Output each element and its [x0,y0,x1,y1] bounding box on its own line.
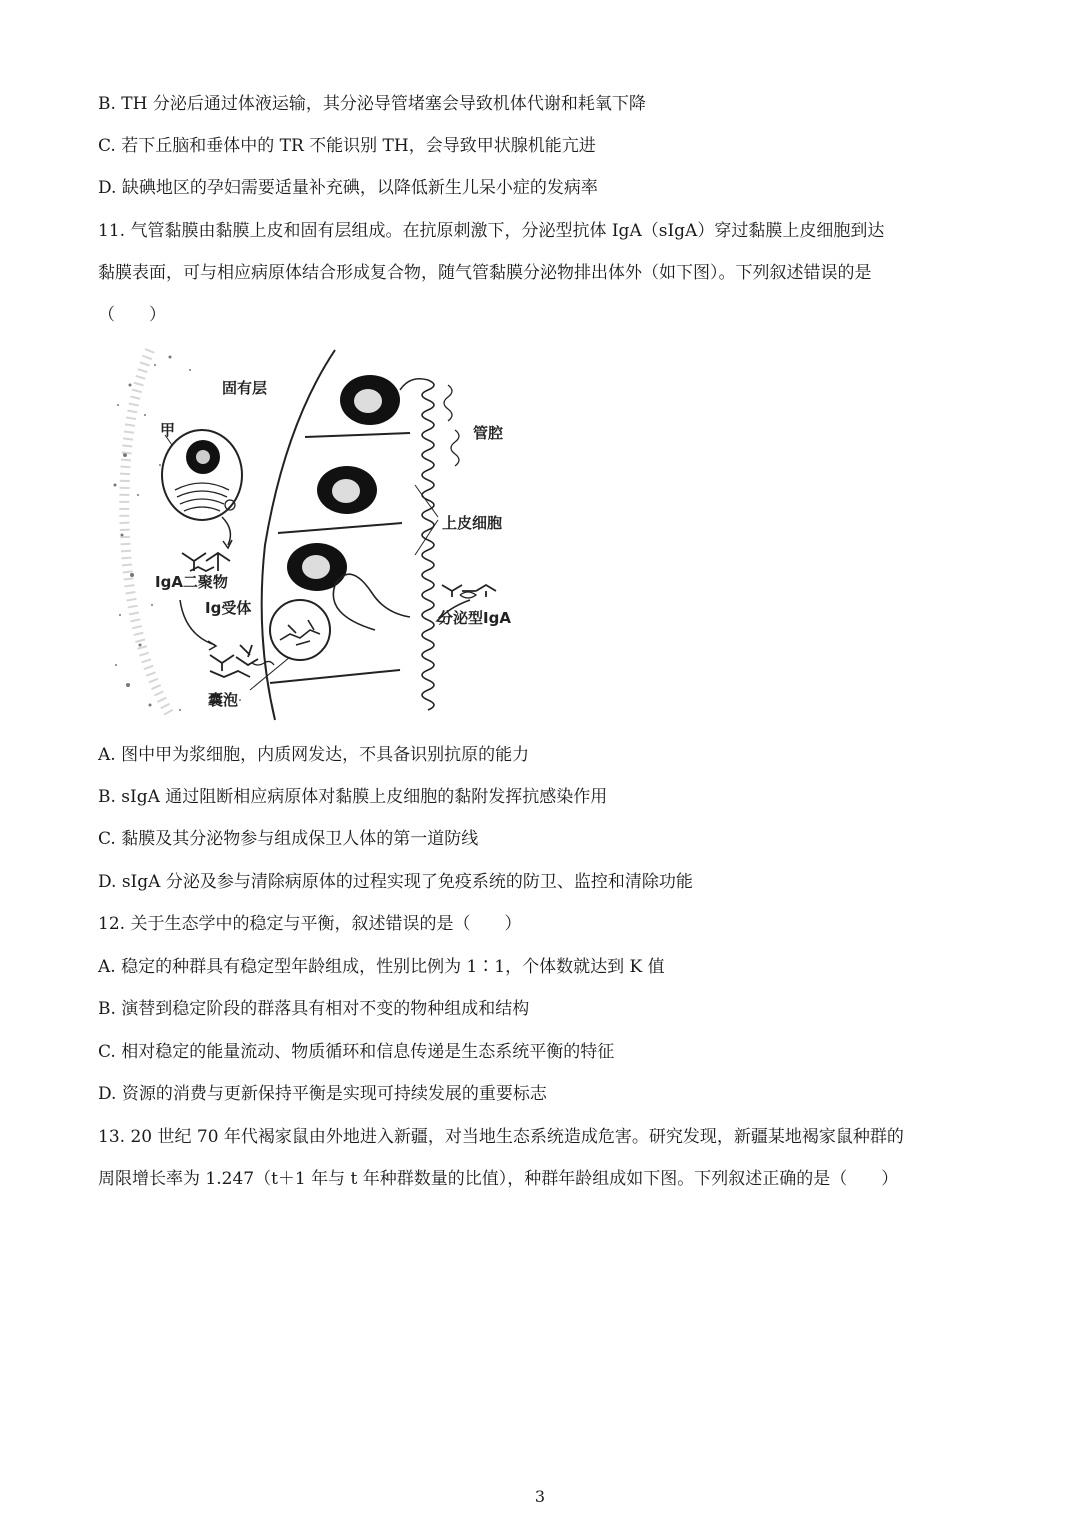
nucleus-1 [340,375,400,425]
line-q13-stem-1: 13. 20 世纪 70 年代褐家鼠由外地进入新疆，对当地生态系统造成危害。研究发现，新疆某地褐家鼠种群的 [98,1127,904,1147]
line-q12-a: A. 稳定的种群具有稳定型年龄组成，性别比例为 1∶1，个体数就达到 K 值 [98,957,665,977]
plasma-cell-jia [162,430,242,520]
label-siga: 分泌型IgA [438,609,511,627]
line-q11-stem-1: 11. 气管黏膜由黏膜上皮和固有层组成。在抗原刺激下，分泌型抗体 IgA（sIgA）穿过黏膜上皮细胞到达 [98,221,885,241]
lamina-texture [114,356,242,712]
line-q11-b: B. sIgA 通过阻断相应病原体对黏膜上皮细胞的黏附发挥抗感染作用 [98,787,608,807]
label-receptor: Ig受体 [205,599,252,617]
line-q12-c: C. 相对稳定的能量流动、物质循环和信息传递是生态系统平衡的特征 [98,1042,615,1062]
secretory-iga-icon [442,585,496,598]
mucosa-figure [110,345,530,725]
line-q12-b: B. 演替到稳定阶段的群落具有相对不变的物种组成和结构 [98,999,530,1019]
line-q10-d: D. 缺碘地区的孕妇需要适量补充碘，以降低新生儿呆小症的发病率 [98,178,598,198]
line-q10-c: C. 若下丘脑和垂体中的 TR 不能识别 TH，会导致甲状腺机能亢进 [98,136,596,156]
apical-membrane [422,380,434,710]
label-epithelial: 上皮细胞 [442,514,503,532]
iga-dimer-icon [182,553,230,571]
vesicle [270,600,330,660]
line-q11-c: C. 黏膜及其分泌物参与组成保卫人体的第一道防线 [98,829,479,849]
line-q12-d: D. 资源的消费与更新保持平衡是实现可持续发展的重要标志 [98,1084,547,1104]
nucleus-2 [317,466,377,514]
label-vesicle: 囊泡 [208,691,239,709]
line-q10-b: B. TH 分泌后通过体液运输，其分泌导管堵塞会导致机体代谢和耗氧下降 [98,94,646,114]
page-number: 3 [534,1487,546,1506]
line-q11-a: A. 图中甲为浆细胞，内质网发达，不具备识别抗原的能力 [98,745,530,765]
label-jia: 甲 [160,421,176,439]
nucleus-3 [287,543,347,591]
label-dimer: IgA二聚物 [155,573,228,591]
line-q11-stem-2: 黏膜表面，可与相应病原体结合形成复合物，随气管黏膜分泌物排出体外（如下图）。下列叙述错误的是 [98,263,872,283]
line-q12-stem: 12. 关于生态学中的稳定与平衡，叙述错误的是（ ） [98,914,522,934]
label-lamina: 固有层 [222,379,268,397]
line-q13-stem-2: 周限增长率为 1.247（t＋1 年与 t 年种群数量的比值），种群年龄组成如下图。下列叙述正确的是（ ） [98,1169,899,1189]
line-q11-d: D. sIgA 分泌及参与清除病原体的过程实现了免疫系统的防卫、监控和清除功能 [98,872,693,892]
line-q11-blank: （ ） [98,305,166,325]
label-lumen: 管腔 [473,424,504,442]
